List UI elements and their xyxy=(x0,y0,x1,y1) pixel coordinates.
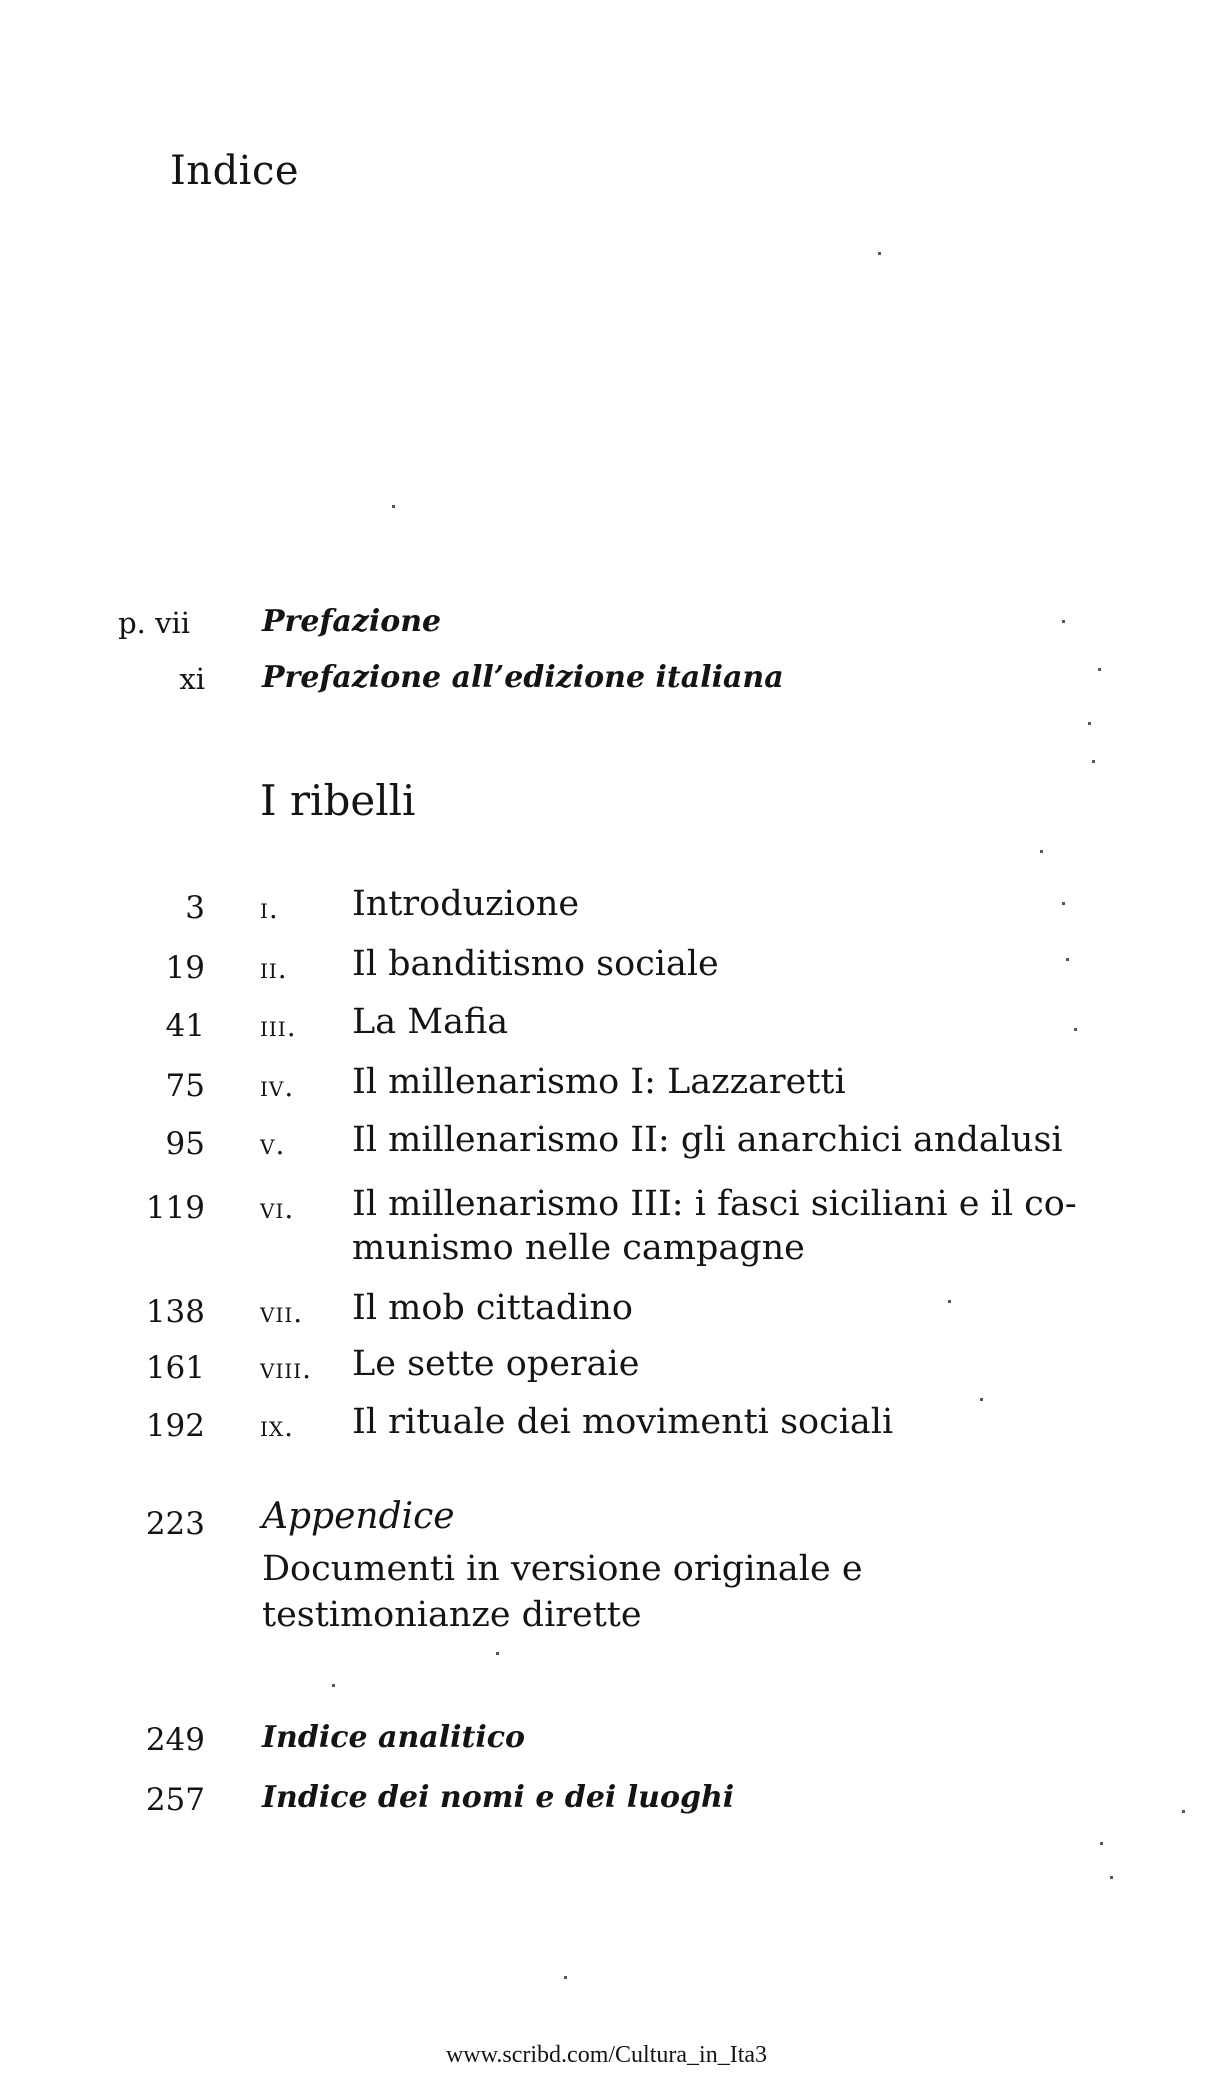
chapter-roman-numeral: ii. xyxy=(260,952,288,985)
scan-speck xyxy=(980,1398,983,1401)
scan-speck xyxy=(1074,1028,1077,1031)
toc-page-number: 161 xyxy=(145,1350,205,1386)
appendix-description: Documenti in versione originale e testimonianze dirette xyxy=(262,1549,863,1635)
chapter-roman-numeral: ix. xyxy=(260,1410,295,1443)
page-title: Indice xyxy=(170,148,300,194)
scan-speck xyxy=(1100,1842,1103,1845)
toc-page-number: 3 xyxy=(185,890,205,926)
toc-page-number: 223 xyxy=(145,1506,205,1542)
scan-speck xyxy=(564,1976,567,1979)
chapter-title: Il rituale dei movimenti sociali xyxy=(352,1402,894,1442)
toc-page-number: 95 xyxy=(165,1126,205,1162)
chapter-title-continuation: munismo nelle campagne xyxy=(352,1228,805,1268)
toc-page-number: 249 xyxy=(145,1722,205,1758)
scan-speck xyxy=(332,1684,335,1687)
chapter-title: Le sette operaie xyxy=(352,1344,640,1384)
scan-speck xyxy=(948,1300,951,1303)
chapter-title: La Mafia xyxy=(352,1002,509,1042)
chapter-title: Il millenarismo II: gli anarchici andalusi xyxy=(352,1120,1063,1160)
toc-page-number: 192 xyxy=(145,1408,205,1444)
toc-page-number: 75 xyxy=(165,1068,205,1104)
scan-speck xyxy=(496,1652,499,1655)
toc-page-number: 19 xyxy=(165,950,205,986)
chapter-title: Il millenarismo III: i fasci siciliani e il co- xyxy=(352,1184,1077,1224)
scan-speck xyxy=(1098,668,1101,671)
scan-speck xyxy=(1092,760,1095,763)
section-title: I ribelli xyxy=(260,776,416,825)
chapter-roman-numeral: iii. xyxy=(260,1010,297,1043)
toc-page-number: 257 xyxy=(145,1782,205,1818)
chapter-title: Introduzione xyxy=(352,884,580,924)
scan-speck xyxy=(1110,1876,1113,1879)
toc-entry-prefazione-edizione-italiana: Prefazione all’edizione italiana xyxy=(262,660,784,695)
chapter-roman-numeral: viii. xyxy=(260,1352,313,1385)
scan-speck xyxy=(1066,958,1069,961)
toc-page-number: xi xyxy=(179,662,205,696)
chapter-roman-numeral: vii. xyxy=(260,1296,304,1329)
chapter-title: Il millenarismo I: Lazzaretti xyxy=(352,1062,846,1102)
toc-page-number: p. vii xyxy=(118,606,190,640)
scan-speck xyxy=(1182,1810,1185,1813)
toc-page-number: 41 xyxy=(165,1008,205,1044)
chapter-title: Il banditismo sociale xyxy=(352,944,719,984)
appendix-title: Appendice xyxy=(262,1496,455,1537)
toc-entry-prefazione: Prefazione xyxy=(262,604,442,639)
footer-url: www.scribd.com/Cultura_in_Ita3 xyxy=(445,2042,768,2068)
toc-entry-indice-nomi-luoghi: Indice dei nomi e dei luoghi xyxy=(262,1780,735,1815)
chapter-roman-numeral: iv. xyxy=(260,1070,295,1103)
chapter-title: Il mob cittadino xyxy=(352,1288,633,1328)
chapter-roman-numeral: v. xyxy=(260,1128,286,1161)
scan-speck xyxy=(392,505,395,508)
toc-page-number: 119 xyxy=(145,1190,205,1226)
scan-speck xyxy=(878,252,881,255)
scan-speck xyxy=(1062,902,1065,905)
scan-speck xyxy=(1040,850,1043,853)
toc-page-number: 138 xyxy=(145,1294,205,1330)
chapter-roman-numeral: i. xyxy=(260,892,279,925)
chapter-roman-numeral: vi. xyxy=(260,1192,295,1225)
scan-speck xyxy=(1062,620,1065,623)
scan-speck xyxy=(1088,722,1091,725)
toc-entry-indice-analitico: Indice analitico xyxy=(262,1720,526,1755)
